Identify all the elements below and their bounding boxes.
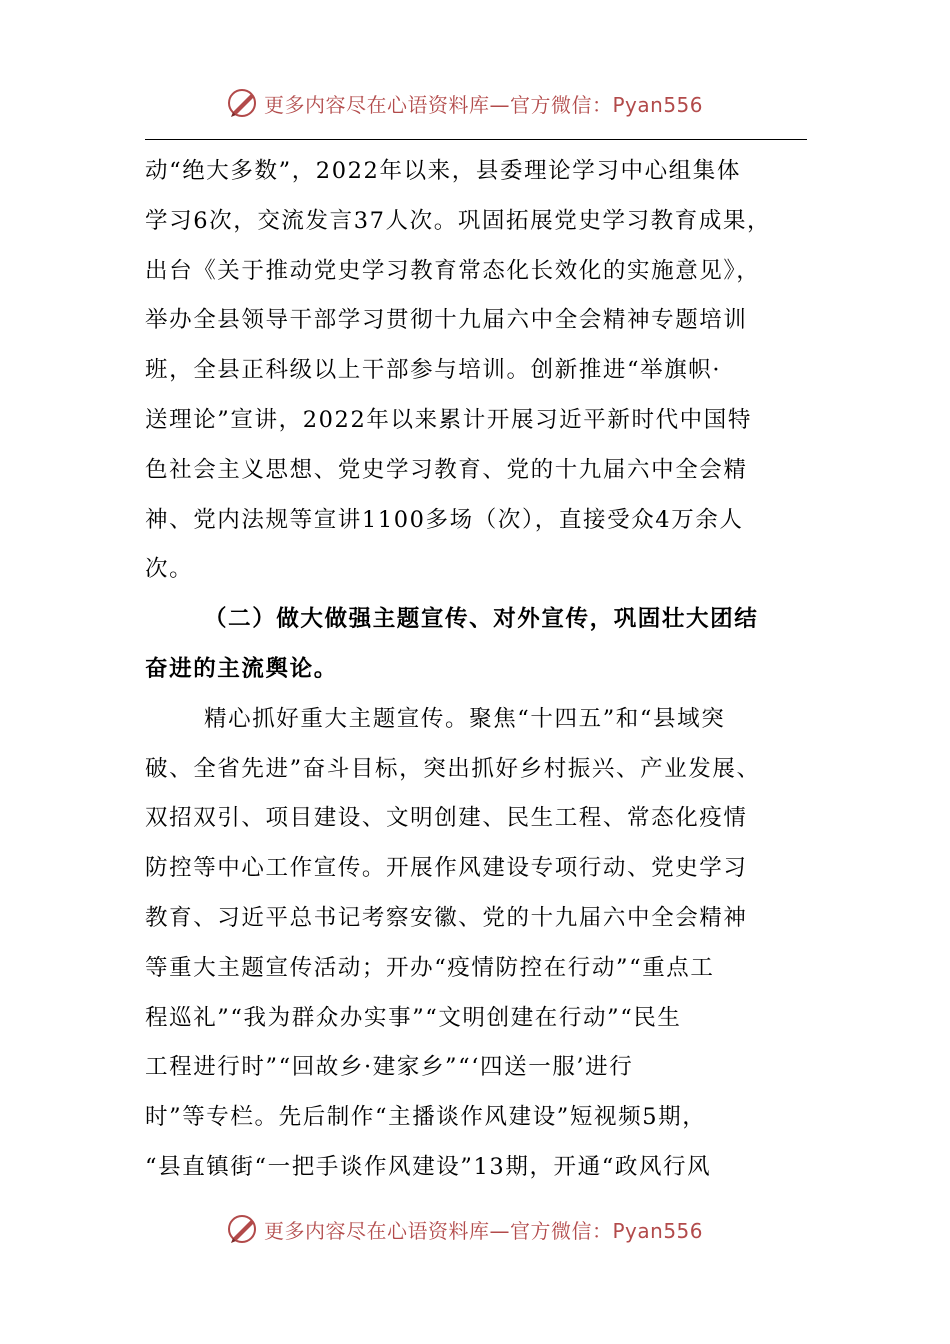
pen-logo-icon: [226, 1212, 260, 1246]
text-line: 神、党内法规等宣讲1100多场（次），直接受众4万余人: [145, 506, 744, 533]
header-rule: [145, 139, 807, 140]
text-line: 等重大主题宣传活动；开办“疫情防控在行动”“重点工: [145, 954, 715, 981]
text-line: 程巡礼”“我为群众办实事”“文明创建在行动”“民生: [145, 1004, 682, 1031]
footer-banner: [226, 1212, 703, 1246]
text-line: 次。: [145, 556, 194, 583]
text-line: 工程进行时”“回故乡·建家乡”“‘四送一服’进行: [145, 1054, 634, 1081]
section-heading: （二）做大做强主题宣传、对外宣传，巩固壮大团结: [204, 606, 759, 633]
text-line: 出台《关于推动党史学习教育常态化长效化的实施意见》，: [145, 257, 761, 284]
text-line: “县直镇街“一把手谈作风建设”13期，开通“政风行风: [145, 1153, 712, 1180]
header-banner: [226, 86, 703, 120]
text-line: 学习6次，交流发言37人次。巩固拓展党史学习教育成果，: [145, 207, 772, 234]
text-line: 班，全县正科级以上干部参与培训。创新推进“举旗帜·: [145, 357, 722, 384]
banner-text: 更多内容尽在心语资料库—官方微信：Pyan556: [264, 92, 704, 117]
text-line: 送理论”宣讲，2022年以来累计开展习近平新时代中国特: [145, 406, 752, 433]
text-line: 动“绝大多数”，2022年以来，县委理论学习中心组集体: [145, 158, 741, 184]
pen-logo-icon: [226, 86, 260, 120]
text-line: 时”等专栏。先后制作“主播谈作风建设”短视频5期，: [145, 1104, 707, 1131]
text-line: 举办全县领导干部学习贯彻十九届六中全会精神专题培训: [145, 307, 748, 334]
section-heading-cont: 奋进的主流舆论。: [145, 655, 338, 682]
text-line: 破、全省先进”奋斗目标，突出抓好乡村振兴、产业发展、: [145, 755, 761, 782]
text-line: 防控等中心工作宣传。开展作风建设专项行动、党史学习: [145, 855, 748, 882]
banner-text: 更多内容尽在心语资料库—官方微信：Pyan556: [264, 1218, 704, 1243]
document-body: [145, 147, 807, 1193]
text-line: 色社会主义思想、党史学习教育、党的十九届六中全会精: [145, 456, 748, 483]
text-line: 双招双引、项目建设、文明创建、民生工程、常态化疫情: [145, 805, 748, 832]
paragraph-start: 精心抓好重大主题宣传。聚焦“十四五”和“县域突: [204, 705, 726, 732]
text-line: 教育、习近平总书记考察安徽、党的十九届六中全会精神: [145, 904, 748, 931]
